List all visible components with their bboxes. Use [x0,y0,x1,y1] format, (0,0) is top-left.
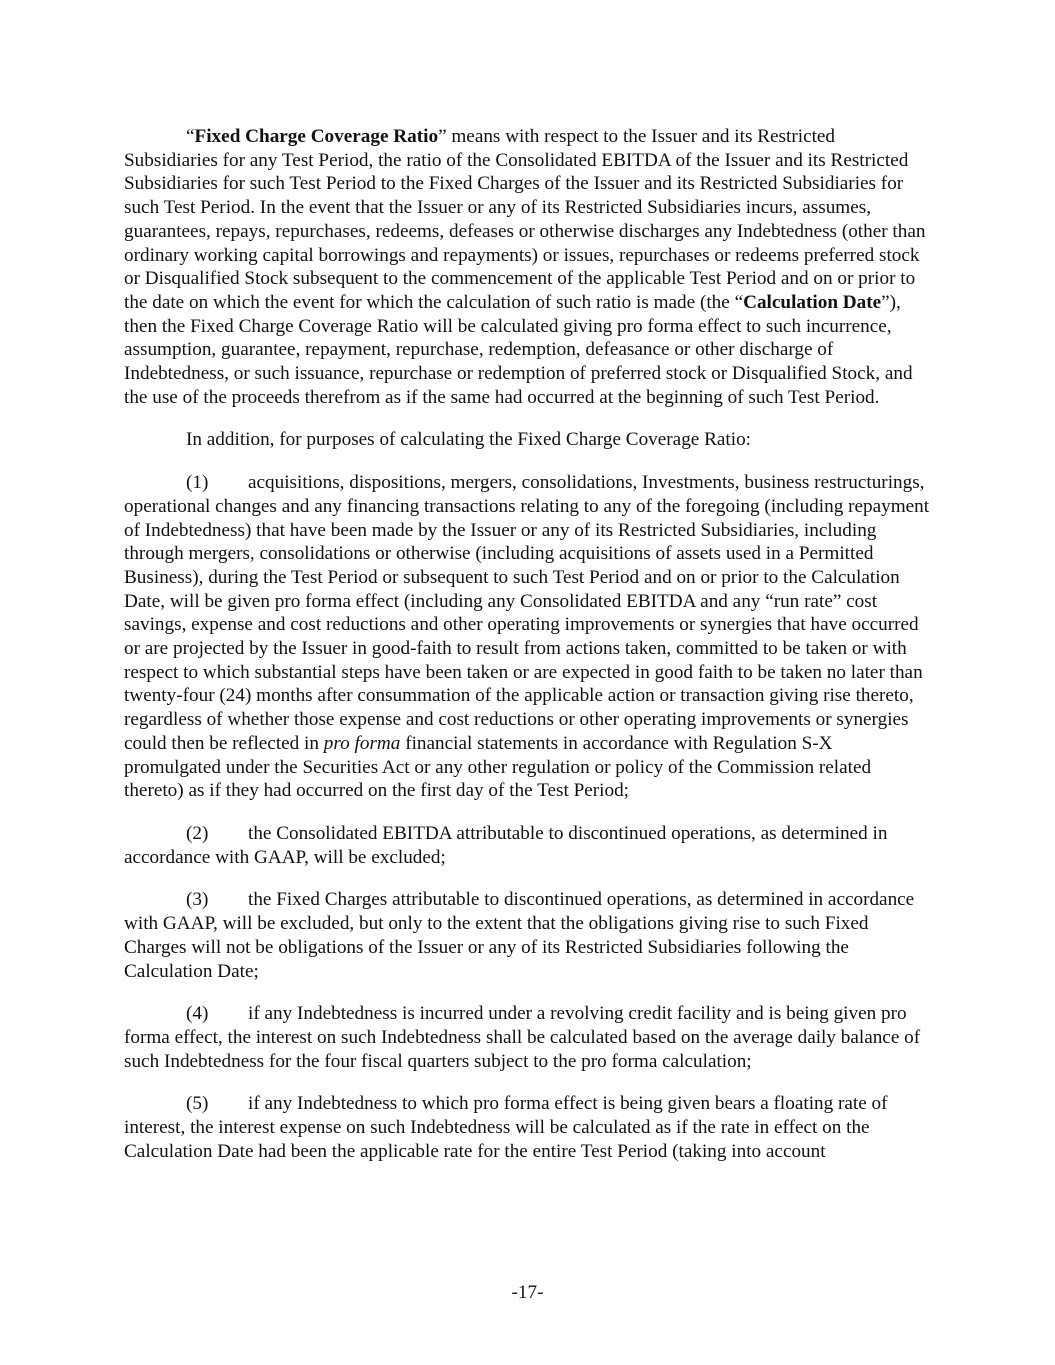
page-number: -17- [511,1282,544,1303]
item-number: (1) [186,472,209,494]
item-number: (2) [186,822,209,844]
item-text: the Consolidated EBITDA attributable to discontinued operations, as determined in accordance with GAAP, will be excluded; [124,822,888,868]
item-number: (3) [186,889,209,911]
item-text-part-1: acquisitions, dispositions, mergers, consolidations, Investments, business restructurings, operational changes and any financing transactions relating to any of the foregoing (including repayment of Indebtedness) that have been made by the Issuer or any of its Restricted Subsidiaries, including through mergers, consolidations or otherwise (including acquisitions of assets used in a Permitted Business), during the Test Period or subsequent to such Test Period and on or prior to the Calculation Date, will be given pro forma effect (including any Consolidated EBITDA and any “run rate” cost savings, expense and cost reductions and other operating improvements or synergies that have occurred or are projected by the Issuer in good-faith to result from actions taken, committed to be taken or with respect to which substantial steps have been taken or are expected in good faith to be taken no later than twenty-four (24) months after consummation of the applicable action or transaction giving rise thereto, regardless of whether those expense and cost reductions or other operating improvements or synergies could then be reflected in [124,472,930,754]
item-number: (4) [186,1003,209,1025]
defined-term: Fixed Charge Coverage Ratio [194,126,439,147]
document-page [124,125,932,1182]
item-text: the Fixed Charges attributable to discontinued operations, as determined in accordance with GAAP, will be excluded, but only to the extent that the obligations giving rise to such Fixed Charges will not be obligations of the Issuer or any of its Restricted Subsidiaries following the Calculation Date; [124,889,915,982]
item-number: (5) [186,1093,209,1115]
item-italic-text: pro forma [323,732,401,754]
list-item [124,888,932,983]
item-text: if any Indebtedness to which pro forma effect is being given bears a floating rate of interest, the interest expense on such Indebtedness will be calculated as if the rate in effect on the Calculation Date had been the applicable rate for the entire Test Period (taking into account [124,1093,888,1162]
intro-paragraph: In addition, for purposes of calculating the Fixed Charge Coverage Ratio: [186,429,752,451]
list-item [124,1092,932,1163]
item-text: if any Indebtedness is incurred under a revolving credit facility and is being given pro forma effect, the interest on such Indebtedness shall be calculated based on the average daily balance of such Indebtedness for the four fiscal quarters subject to the pro forma calculation; [124,1003,921,1072]
definition-open-quote: “ [186,126,195,147]
definition-paragraph [124,125,932,409]
calculation-date-term: Calculation Date [743,291,882,313]
definition-text-part-2: ”), then the Fixed Charge Coverage Ratio will be calculated giving pro forma effect to such incurrence, assumption, guarantee, repayment, repurchase, redemption, defeasance or other discharge of Indebtedness, or such issuance, repurchase or redemption of preferred stock or Disqualified Stock, and the use of the proceeds therefrom as if the same had occurred at the beginning of such Test Period. [124,291,913,408]
definition-text-part-1: ” means with respect to the Issuer and its Restricted Subsidiaries for any Test Period, the ratio of the Consolidated EBITDA of the Issuer and its Restricted Subsidiaries for such Test Period to the Fixed Charges of the Issuer and its Restricted Subsidiaries for such Test Period. In the event that the Issuer or any of its Restricted Subsidiaries incurs, assumes, guarantees, repays, repurchases, redeems, defeases or otherwise discharges any Indebtedness (other than ordinary working capital borrowings and repayments) or issues, repurchases or redeems preferred stock or Disqualified Stock subsequent to the commencement of the applicable Test Period and on or prior to the date on which the event for which the calculation of such ratio is made (the “ [124,126,926,313]
item-text-part-2: financial statements in accordance with Regulation S-X promulgated under the Securities Act or any other regulation or policy of the Commission related thereto) as if they had occurred on the first day of the Test Period; [124,732,872,802]
list-item [124,471,932,803]
list-item [124,1002,932,1073]
list-item [124,822,932,869]
